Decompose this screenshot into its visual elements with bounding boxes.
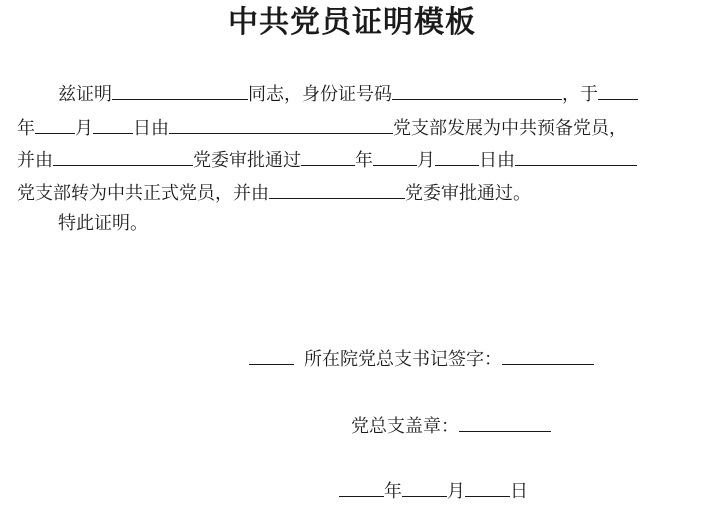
secretary-signature-blank[interactable] [502, 346, 594, 365]
text-day-by: 日由 [133, 118, 169, 139]
month-blank-1[interactable] [35, 115, 75, 134]
text-full-member: 党支部转为中共正式党员，并由 [17, 183, 269, 204]
date-year-blank[interactable] [339, 478, 384, 497]
text-develop-probationary: 党支部发展为中共预备党员， [393, 118, 627, 139]
seal-blank[interactable] [459, 413, 551, 432]
date-day-label: 日 [510, 481, 528, 502]
branch-blank-1[interactable] [169, 115, 393, 134]
date-row [339, 478, 528, 504]
text-on: ，于 [562, 84, 598, 105]
date-month-blank[interactable] [402, 478, 447, 497]
committee-blank-2[interactable] [269, 180, 405, 199]
month-blank-2[interactable] [373, 147, 417, 166]
text-month: 月 [75, 118, 93, 139]
id-number-blank[interactable] [392, 81, 562, 100]
date-month-label: 月 [447, 481, 465, 502]
date-year-label: 年 [384, 481, 402, 502]
text-month-2: 月 [417, 150, 435, 171]
body-line-2 [17, 115, 627, 141]
text-certify: 兹证明 [58, 84, 112, 105]
text-approved-1: 党委审批通过 [193, 150, 301, 171]
branch-blank-2[interactable] [515, 147, 637, 166]
date-day-blank[interactable] [465, 478, 510, 497]
secretary-signature-row [249, 346, 594, 372]
text-approved-2: 党委审批通过。 [405, 183, 531, 204]
body-line-4 [17, 180, 531, 206]
day-blank-1[interactable] [93, 115, 133, 134]
committee-blank-1[interactable] [53, 147, 193, 166]
secretary-prefix-blank[interactable] [249, 346, 294, 365]
text-hereby-certify: 特此证明。 [58, 213, 148, 234]
text-year-2: 年 [355, 150, 373, 171]
year-blank-1[interactable] [598, 81, 638, 100]
day-blank-2[interactable] [435, 147, 479, 166]
name-blank[interactable] [112, 81, 248, 100]
body-line-3 [17, 147, 637, 173]
text-year: 年 [17, 118, 35, 139]
text-comrade-id: 同志，身份证号码 [248, 84, 392, 105]
body-line-5 [58, 212, 148, 236]
seal-row [351, 413, 551, 439]
body-line-1 [58, 81, 638, 107]
text-and-by: 并由 [17, 150, 53, 171]
secretary-signature-label: 所在院党总支书记签字： [304, 349, 502, 370]
seal-label: 党总支盖章： [351, 416, 459, 437]
year-blank-2[interactable] [301, 147, 355, 166]
page-title: 中共党员证明模板 [228, 5, 476, 40]
text-day-by-2: 日由 [479, 150, 515, 171]
